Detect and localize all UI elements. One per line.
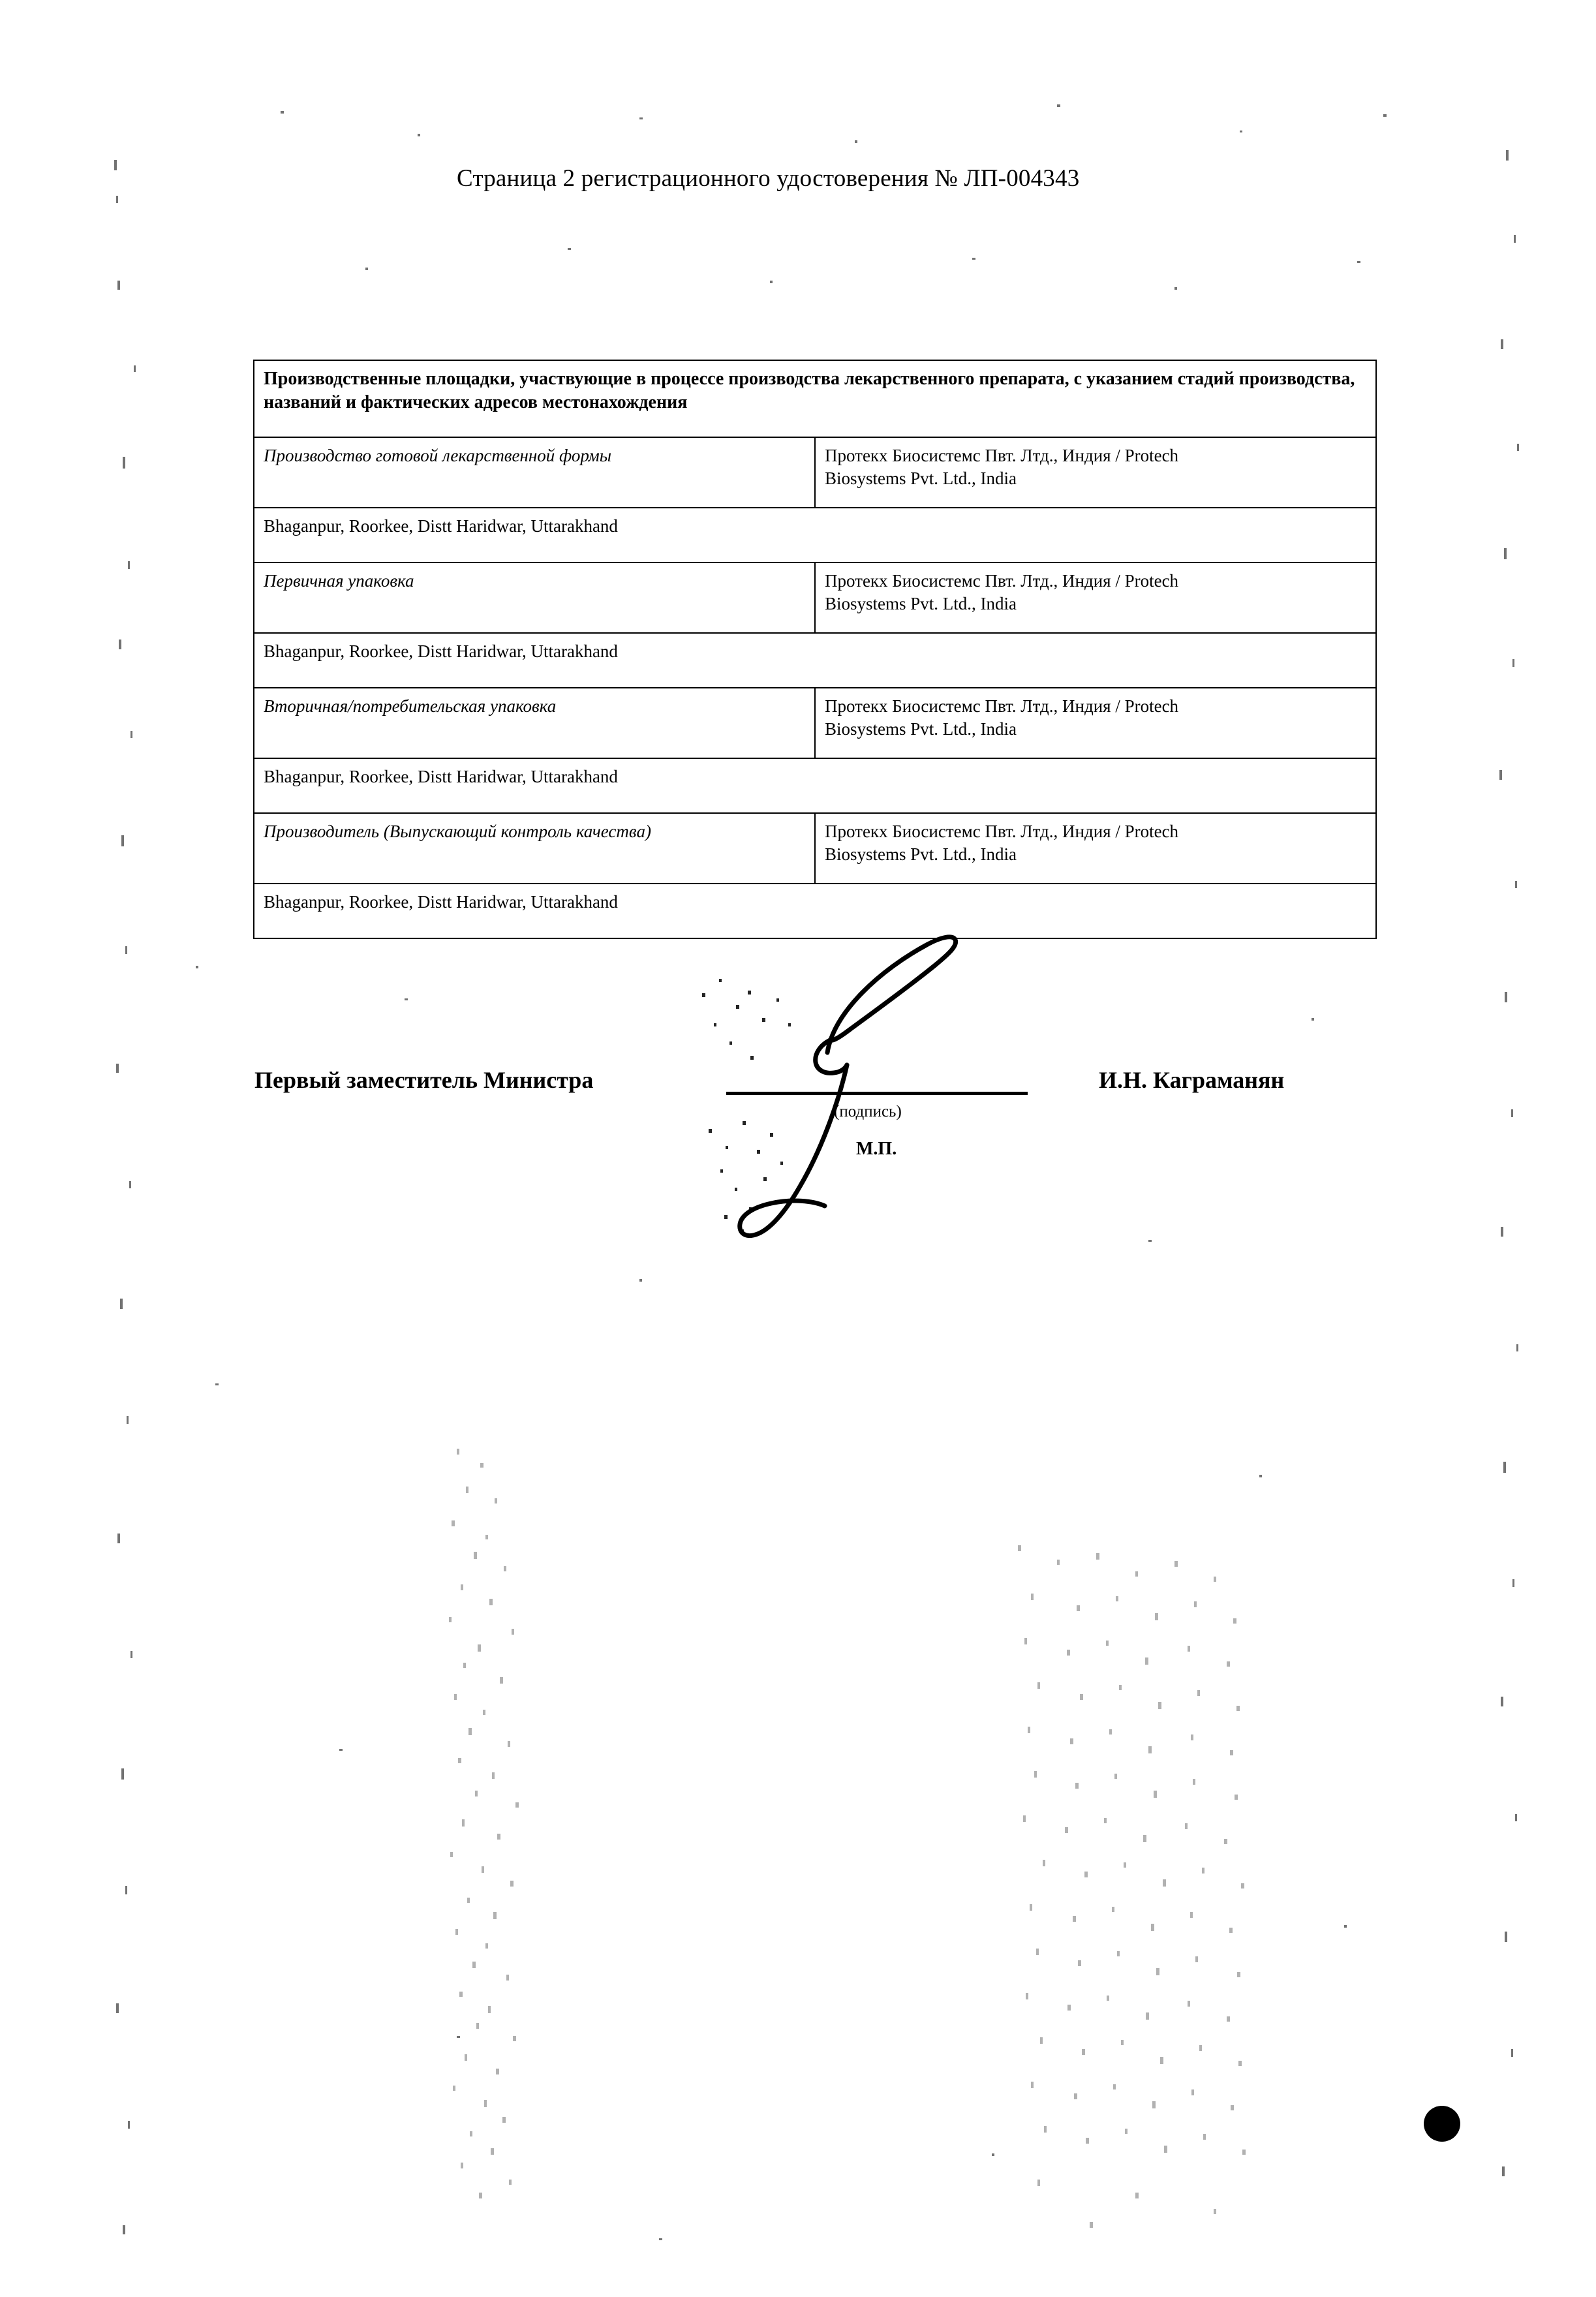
signatory-role: Первый заместитель Министра — [254, 1067, 594, 1093]
table-row — [254, 633, 1376, 688]
table-row — [254, 758, 1376, 813]
address-cell: Bhaganpur, Roorkee, Distt Haridwar, Uttarakhand — [254, 633, 1376, 688]
stage-cell: Вторичная/потребительская упаковка — [254, 688, 815, 758]
table-row — [254, 813, 1376, 884]
manufacturer-line: Протекх Биосистемс Пвт. Лтд., Индия / Protech — [825, 822, 1179, 841]
page-title: Страница 2 регистрационного удостоверения № ЛП-004343 — [457, 165, 1080, 192]
stage-cell: Первичная упаковка — [254, 563, 815, 633]
manufacturer-line: Biosystems Pvt. Ltd., India — [825, 593, 1017, 613]
stage-cell: Производитель (Выпускающий контроль качества) — [254, 813, 815, 884]
manufacturer-line: Протекх Биосистемс Пвт. Лтд., Индия / Protech — [825, 696, 1179, 716]
address-cell: Bhaganpur, Roorkee, Distt Haridwar, Uttarakhand — [254, 758, 1376, 813]
manufacturer-line: Biosystems Pvt. Ltd., India — [825, 468, 1017, 488]
table-row — [254, 437, 1376, 508]
manufacturer-line: Biosystems Pvt. Ltd., India — [825, 844, 1017, 864]
manufacturing-sites-table — [253, 360, 1377, 939]
table-row — [254, 563, 1376, 633]
address-cell: Bhaganpur, Roorkee, Distt Haridwar, Uttarakhand — [254, 508, 1376, 563]
table-header-cell: Производственные площадки, участвующие в процессе производства лекарственного препарата, с указанием стадий производства, названий и фактических адресов местонахождения — [254, 360, 1376, 437]
manufacturer-cell — [815, 688, 1376, 758]
ink-blot-mark — [1424, 2106, 1460, 2142]
manufacturer-line: Протекх Биосистемс Пвт. Лтд., Индия / Protech — [825, 446, 1179, 465]
manufacturer-cell — [815, 563, 1376, 633]
table-row — [254, 688, 1376, 758]
scan-smudge-left — [418, 1436, 692, 2206]
manufacturer-cell — [815, 437, 1376, 508]
manufacturer-line: Biosystems Pvt. Ltd., India — [825, 718, 1017, 739]
manufacturer-cell — [815, 813, 1376, 884]
scan-smudge-right — [966, 1534, 1305, 2238]
address-cell: Bhaganpur, Roorkee, Distt Haridwar, Uttarakhand — [254, 884, 1376, 938]
stage-cell: Производство готовой лекарственной формы — [254, 437, 815, 508]
seal-mark: М.П. — [856, 1139, 897, 1159]
signatory-name: И.Н. Каграманян — [1099, 1067, 1285, 1093]
table-header-row — [254, 360, 1376, 437]
handwritten-signature — [685, 914, 1024, 1279]
signature-line — [726, 1092, 1028, 1095]
table-row — [254, 884, 1376, 938]
table-row — [254, 508, 1376, 563]
signature-caption: (подпись) — [834, 1103, 902, 1120]
manufacturer-line: Протекх Биосистемс Пвт. Лтд., Индия / Protech — [825, 571, 1179, 591]
